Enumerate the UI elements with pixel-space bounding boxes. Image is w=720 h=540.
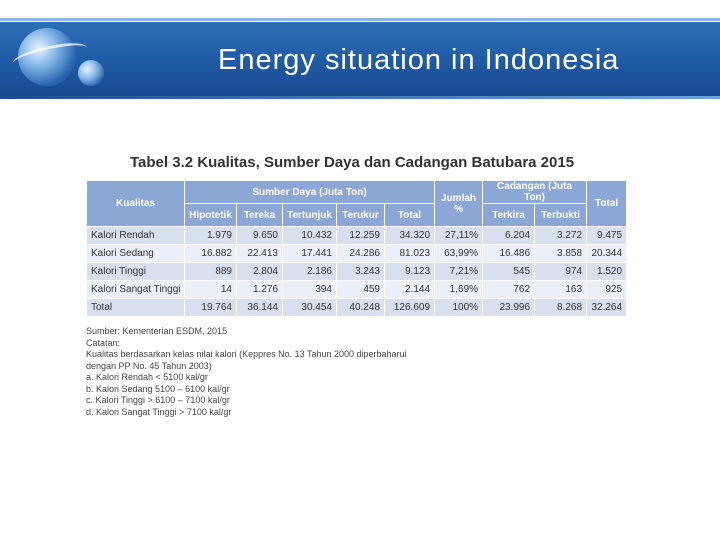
note-line: d. Kalori Sangat Tinggi > 7100 kal/gr [86, 406, 232, 417]
cell-total-sd: 2.144 [385, 281, 435, 299]
cell-jumlah: 100% [435, 299, 483, 317]
cell-total: 925 [587, 281, 627, 299]
cell-tertunjuk: 394 [283, 281, 337, 299]
header-total: Total [587, 181, 627, 227]
header-kualitas: Kualitas [87, 181, 185, 227]
table-title: Tabel 3.2 Kualitas, Sumber Daya dan Cadangan Batubara 2015 [130, 154, 575, 171]
cell-terukur: 459 [337, 281, 385, 299]
cell-total-sd: 126.609 [385, 299, 435, 317]
cell-kualitas: Total [87, 299, 185, 317]
cell-terbukti: 3.858 [535, 245, 587, 263]
table-row [87, 281, 627, 299]
small-globe-icon [78, 60, 104, 86]
cell-hipotetik: 889 [185, 263, 237, 281]
cell-tereka: 1.276 [237, 281, 283, 299]
header-total-sd: Total [385, 204, 435, 227]
cell-total-sd: 9.123 [385, 263, 435, 281]
slide-header [0, 0, 720, 96]
cell-hipotetik: 19.764 [185, 299, 237, 317]
table-row [87, 227, 627, 245]
coal-table-container [86, 180, 626, 317]
cell-total-sd: 34.320 [385, 227, 435, 245]
table-row [87, 263, 627, 281]
cell-jumlah: 1,69% [435, 281, 483, 299]
cell-terbukti: 8.268 [535, 299, 587, 317]
note-line: c. Kalori Tinggi > 6100 – 7100 kal/gr [86, 395, 230, 405]
cell-jumlah: 7,21% [435, 263, 483, 281]
cell-tertunjuk: 30.454 [283, 299, 337, 317]
cell-hipotetik: 16.882 [185, 245, 237, 263]
cell-terkira: 23.996 [483, 299, 535, 317]
cell-terkira: 762 [483, 281, 535, 299]
cell-tereka: 9.650 [237, 227, 283, 245]
catatan-label: Catatan: [86, 337, 121, 348]
header-tertunjuk: Tertunjuk [283, 204, 337, 227]
cell-terbukti: 3.272 [535, 227, 587, 245]
header-tereka: Tereka [237, 204, 283, 227]
header-sumber-daya: Sumber Daya (Juta Ton) [185, 181, 435, 204]
header-top-line [0, 18, 720, 21]
slide-title: Energy situation in Indonesia [218, 44, 620, 76]
source-note: Sumber: Kementerian ESDM, 2015 [86, 326, 228, 336]
table-row-total [87, 299, 627, 317]
cell-terukur: 12.259 [337, 227, 385, 245]
cell-total: 32.264 [587, 299, 627, 317]
header-terbukti: Terbukti [535, 204, 587, 227]
cell-kualitas: Kalori Sangat Tinggi [87, 281, 185, 299]
coal-table [86, 180, 627, 317]
table-notes [86, 326, 407, 418]
cell-tereka: 22.413 [237, 245, 283, 263]
cell-terukur: 40.248 [337, 299, 385, 317]
header-terkira: Terkira [483, 204, 535, 227]
header-jumlah: Jumlah % [435, 181, 483, 227]
cell-kualitas: Kalori Sedang [87, 245, 185, 263]
cell-total: 9.475 [587, 227, 627, 245]
cell-terbukti: 974 [535, 263, 587, 281]
cell-total: 20.344 [587, 245, 627, 263]
cell-tertunjuk: 17.441 [283, 245, 337, 263]
cell-terukur: 24.286 [337, 245, 385, 263]
cell-tereka: 2.804 [237, 263, 283, 281]
header-cadangan: Cadangan (Juta Ton) [483, 181, 587, 204]
cell-terkira: 16.486 [483, 245, 535, 263]
cell-terbukti: 163 [535, 281, 587, 299]
cell-hipotetik: 1.979 [185, 227, 237, 245]
cell-terkira: 6.204 [483, 227, 535, 245]
cell-terukur: 3.243 [337, 263, 385, 281]
cell-hipotetik: 14 [185, 281, 237, 299]
note-line: dengan PP No. 45 Tahun 2003) [86, 360, 212, 371]
cell-tertunjuk: 10.432 [283, 227, 337, 245]
header-bottom-line [0, 96, 720, 99]
note-line: Kualitas berdasarkan kelas nilai kalori (Keppres No. 13 Tahun 2000 diperbaharui [86, 349, 407, 359]
note-line: b. Kalori Sedang 5100 – 6100 kal/gr [86, 383, 230, 394]
cell-jumlah: 63,99% [435, 245, 483, 263]
cell-total: 1.520 [587, 263, 627, 281]
note-line: a. Kalori Rendah < 5100 kal/gr [86, 372, 208, 382]
cell-tereka: 36.144 [237, 299, 283, 317]
table-row [87, 245, 627, 263]
header-hipotetik: Hipotetik [185, 204, 237, 227]
cell-kualitas: Kalori Rendah [87, 227, 185, 245]
cell-kualitas: Kalori Tinggi [87, 263, 185, 281]
header-terukur: Terukur [337, 204, 385, 227]
cell-total-sd: 81.023 [385, 245, 435, 263]
cell-tertunjuk: 2.186 [283, 263, 337, 281]
cell-terkira: 545 [483, 263, 535, 281]
cell-jumlah: 27,11% [435, 227, 483, 245]
